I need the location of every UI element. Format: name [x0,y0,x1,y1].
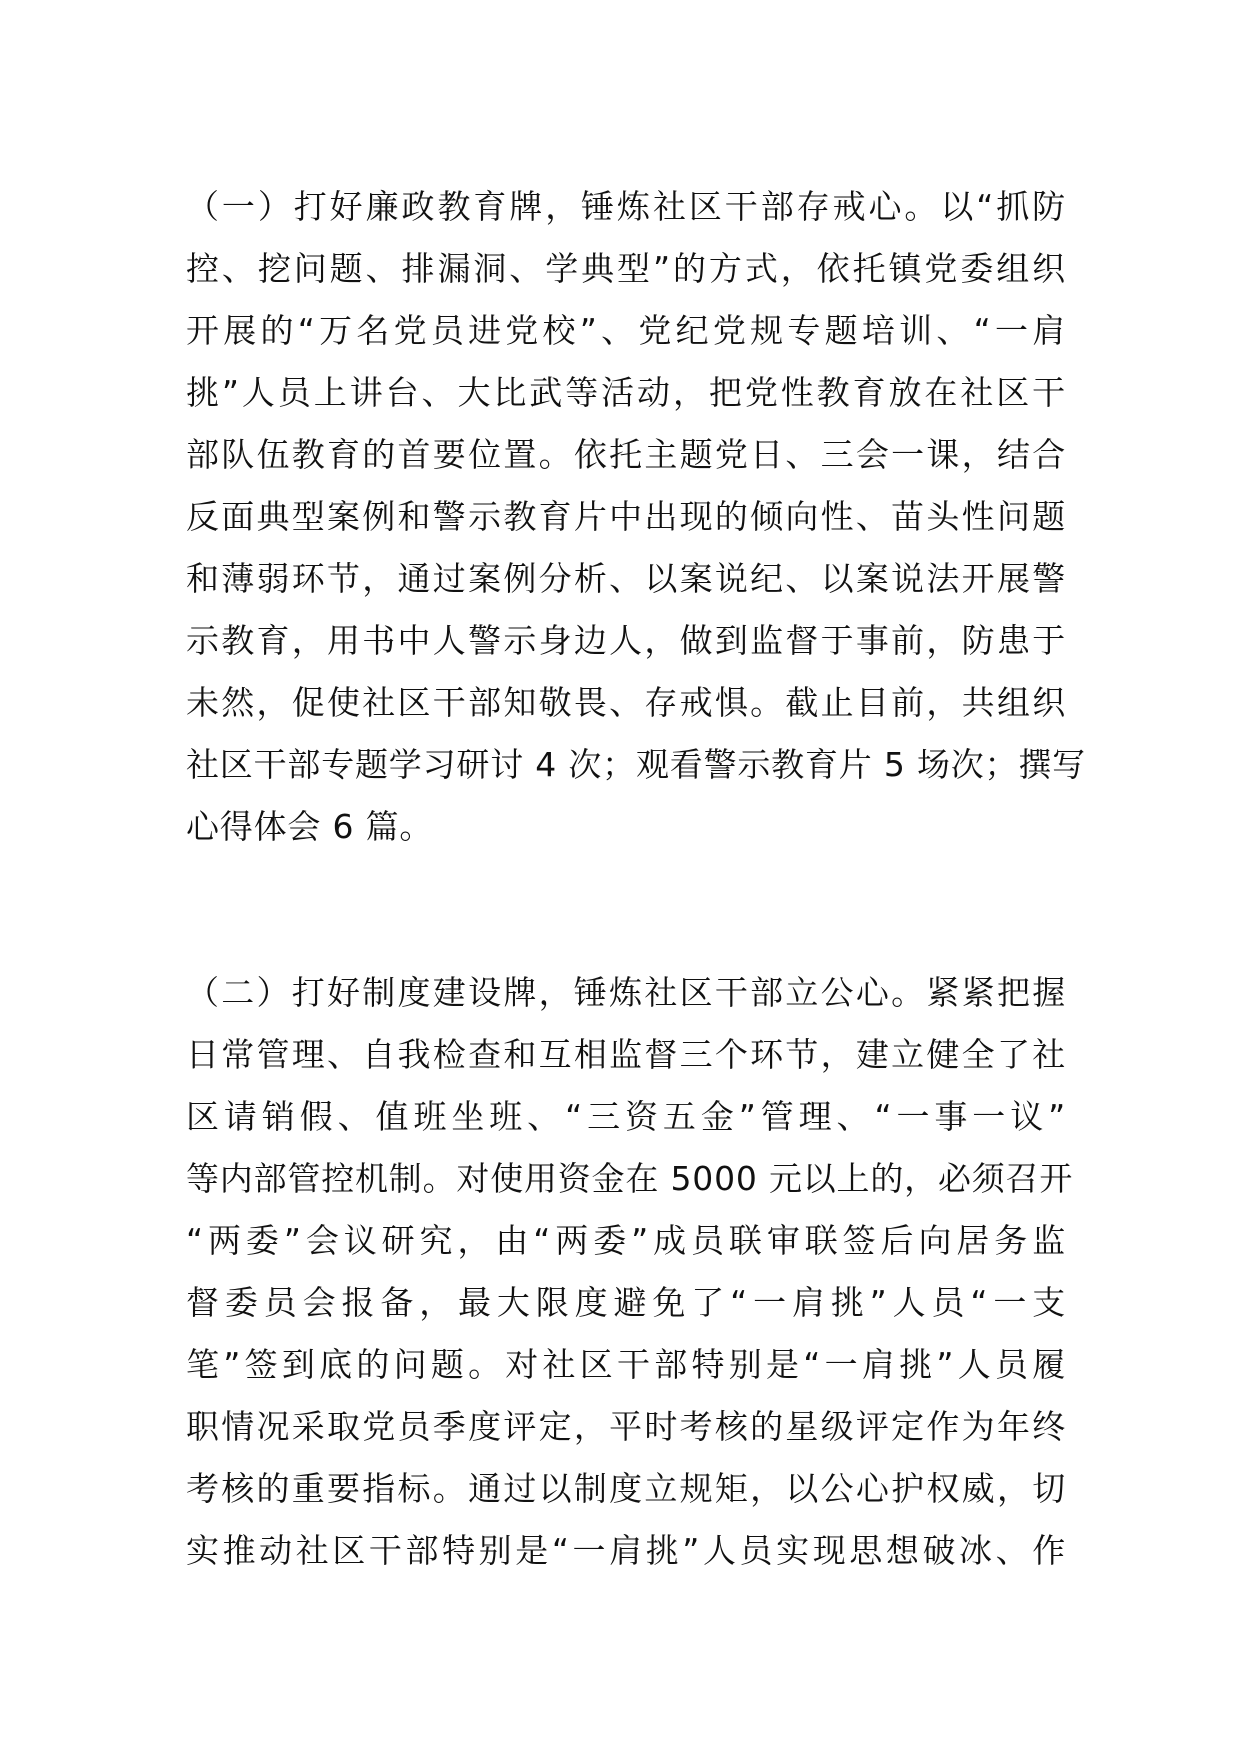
text-line: 区请销假、值班坐班、“三资五金”管理、“一事一议” [186,1097,1066,1136]
text-line: 控、挖问题、排漏洞、学典型”的方式，依托镇党委组织 [186,249,1066,288]
text-line: 社区干部专题学习研讨 4 次；观看警示教育片 5 场次；撰写 [186,745,1086,784]
text-line: 开展的“万名党员进党校”、党纪党规专题培训、“一肩 [186,311,1066,350]
document-body [186,176,1086,1582]
text-line: （二）打好制度建设牌，锤炼社区干部立公心。紧紧把握 [186,973,1066,1012]
paragraph-1 [186,176,1086,858]
text-line: 未然，促使社区干部知敬畏、存戒惧。截止目前，共组织 [186,683,1066,722]
text-line: 考核的重要指标。通过以制度立规矩，以公心护权威，切 [186,1469,1066,1508]
text-line: 笔”签到底的问题。对社区干部特别是“一肩挑”人员履 [186,1345,1066,1384]
text-line: 心得体会 6 篇。 [186,807,434,846]
text-line: 示教育，用书中人警示身边人，做到监督于事前，防患于 [186,621,1066,660]
paragraph-spacer [186,858,1066,962]
text-line: “两委”会议研究，由“两委”成员联审联签后向居务监 [186,1221,1066,1260]
text-line: 挑”人员上讲台、大比武等活动，把党性教育放在社区干 [186,373,1066,412]
paragraph-2 [186,962,1074,1582]
text-line: （一）打好廉政教育牌，锤炼社区干部存戒心。以“抓防 [186,187,1066,226]
text-line: 反面典型案例和警示教育片中出现的倾向性、苗头性问题 [186,497,1066,536]
text-line: 督委员会报备，最大限度避免了“一肩挑”人员“一支 [186,1283,1066,1322]
text-line: 日常管理、自我检查和互相监督三个环节，建立健全了社 [186,1035,1066,1074]
text-line: 实推动社区干部特别是“一肩挑”人员实现思想破冰、作 [186,1531,1066,1570]
text-line: 部队伍教育的首要位置。依托主题党日、三会一课，结合 [186,435,1066,474]
text-line: 等内部管控机制。对使用资金在 5000 元以上的，必须召开 [186,1159,1074,1198]
text-line: 职情况采取党员季度评定，平时考核的星级评定作为年终 [186,1407,1066,1446]
text-line: 和薄弱环节，通过案例分析、以案说纪、以案说法开展警 [186,559,1066,598]
